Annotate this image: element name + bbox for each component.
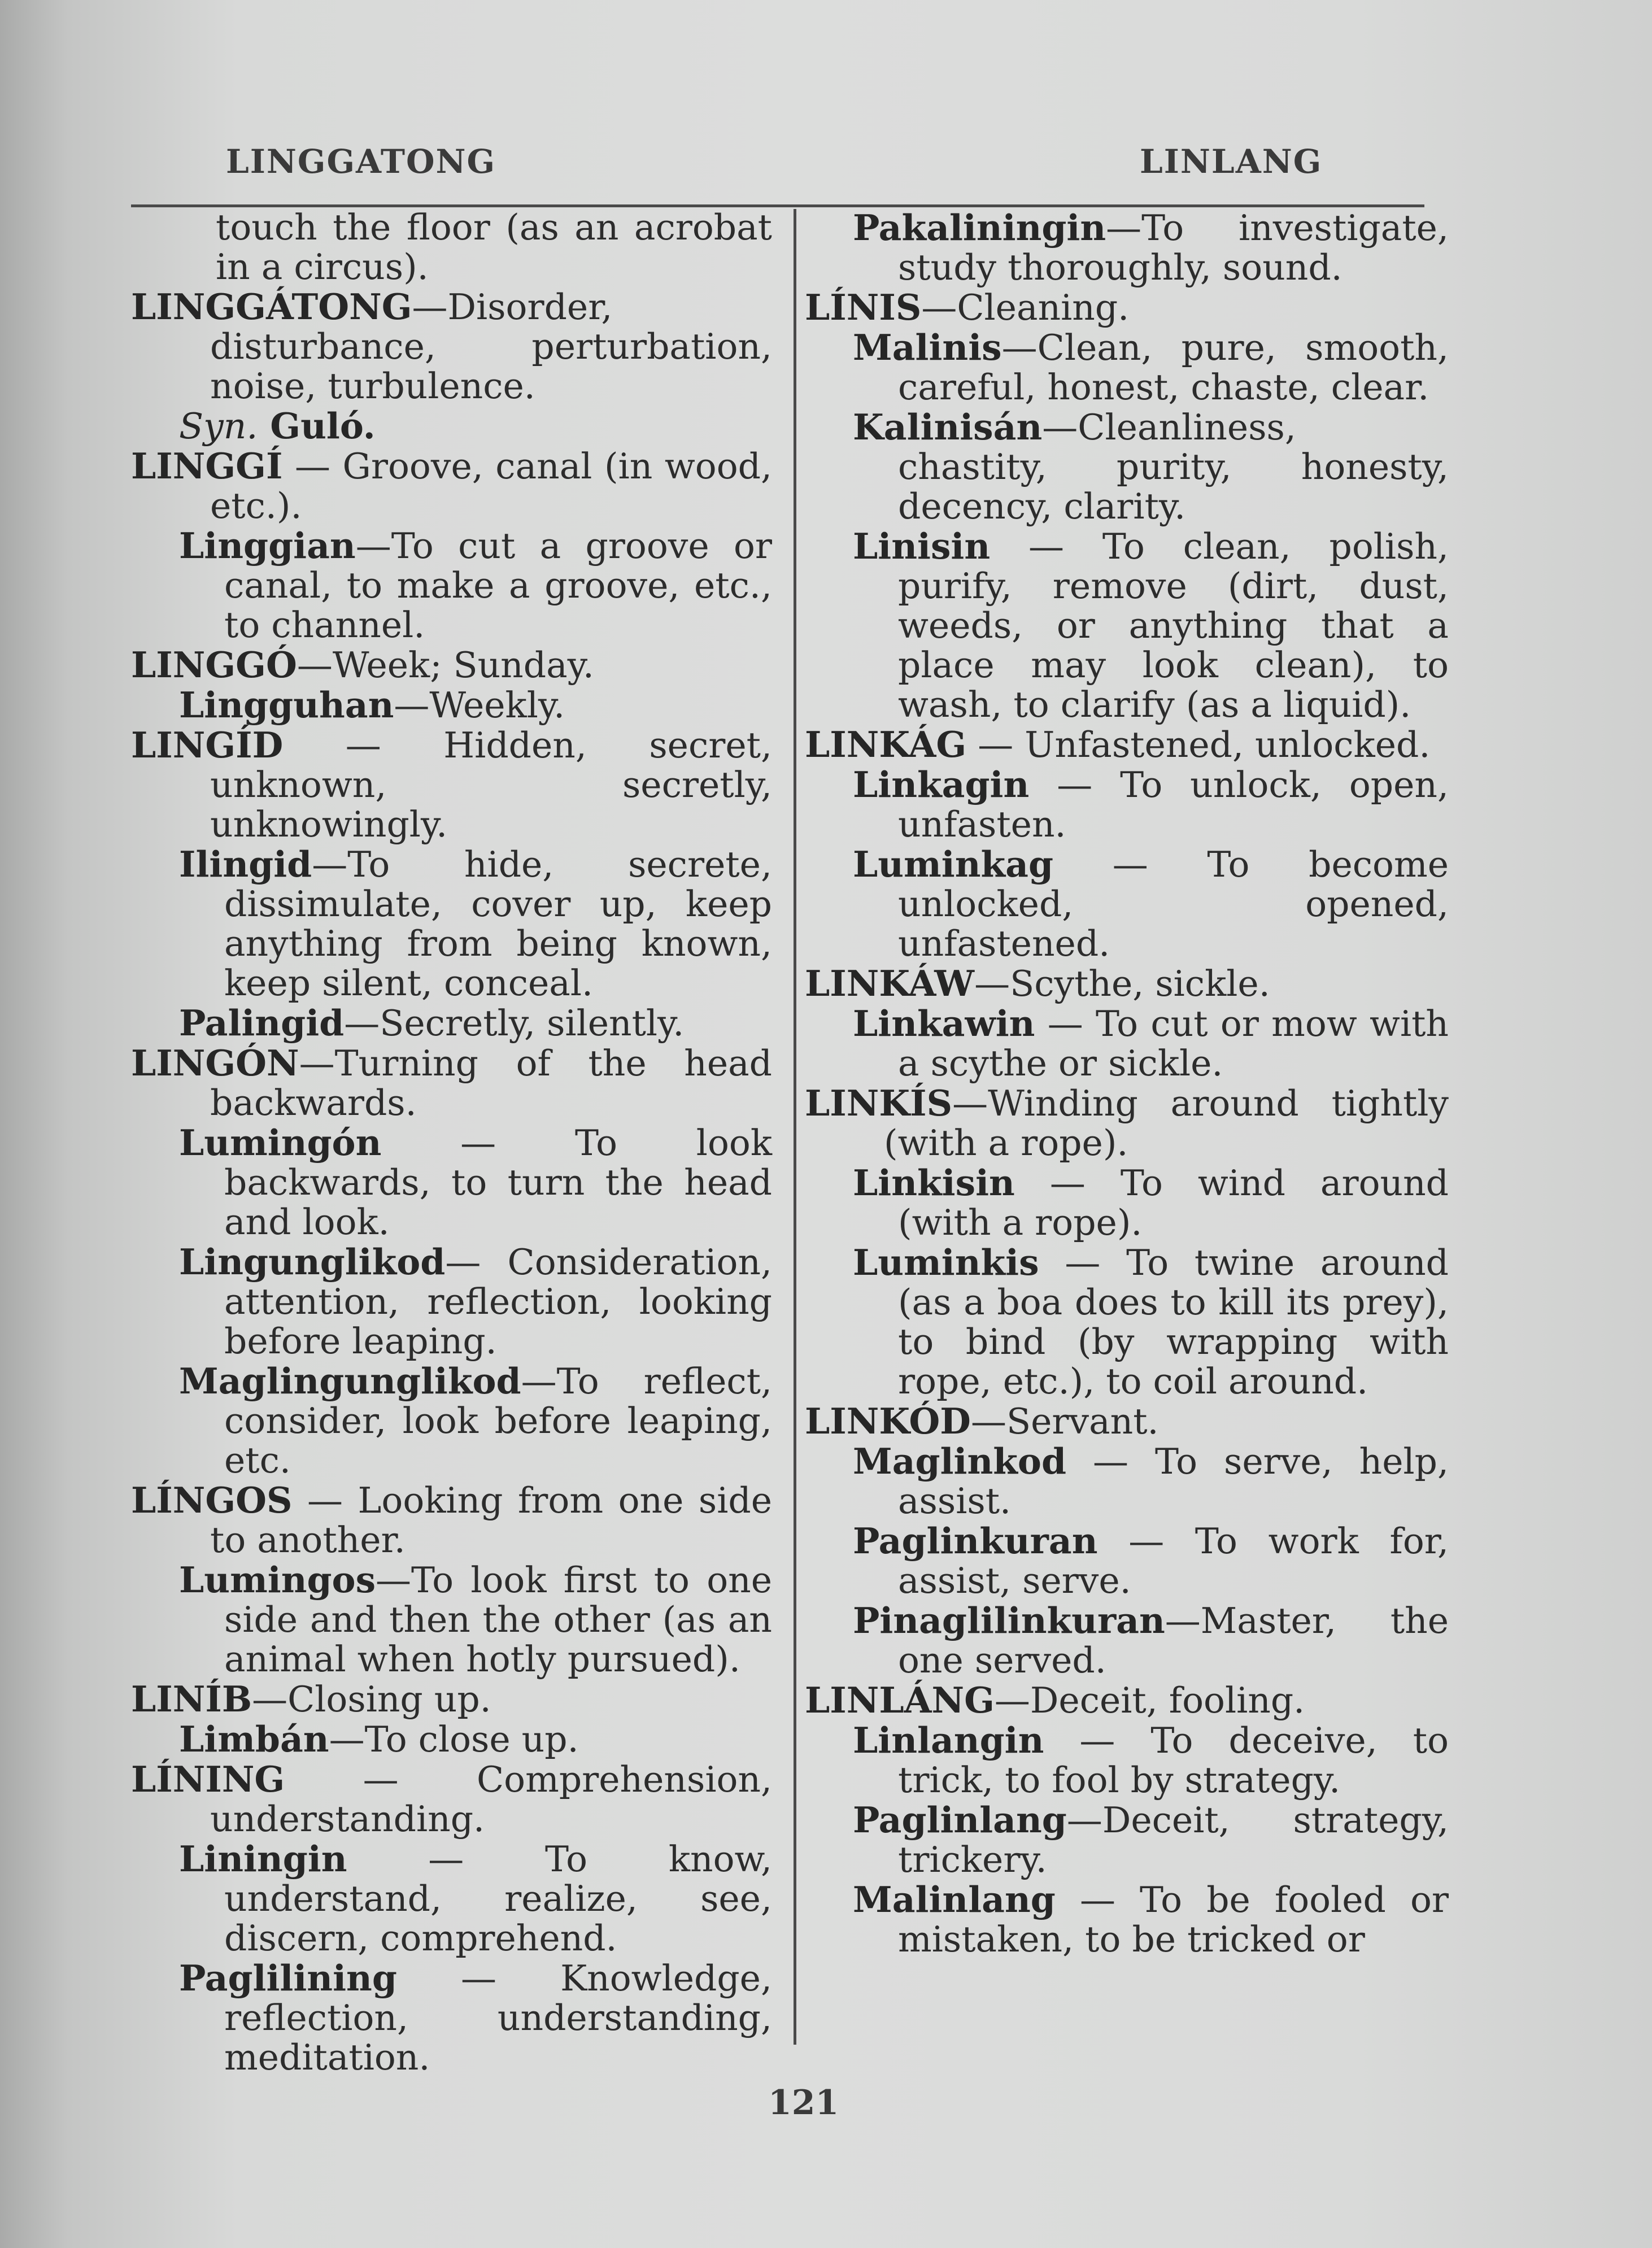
right-column [805, 208, 1449, 1959]
subentry-linggian: Linggian—To cut a groove or canal, to make a groove, etc., to channel. [179, 525, 772, 646]
subentry-paglinkuran: Paglinkuran — To work for, assist, serve. [853, 1520, 1449, 1601]
column-divider [794, 209, 796, 2045]
subentry-palingid: Palingid—Secretly, silently. [179, 1002, 685, 1044]
entry-continuation: touch the floor (as an acrobat in a circus). [216, 207, 772, 287]
entry-linkaw: LINKÁW—Scythe, sickle. [805, 962, 1270, 1004]
entry-lingon: LINGÓN—Turning of the head backwards. [131, 1042, 772, 1123]
subentry-ilingid: Ilingid—To hide, secrete, dissimulate, cover up, keep anything from being known, keep silent, conceal. [179, 843, 772, 1004]
subentry-lumingos: Lumingos—To look first to one side and then the other (as an animal when hotly pursued). [179, 1559, 772, 1680]
entry-linkis: LINKÍS—Winding around tightly (with a rope). [805, 1082, 1449, 1164]
entry-linggatong: LINGGÁTONG—Disorder, disturbance, perturbation, noise, turbulence. [131, 286, 772, 407]
subentry-linkisin: Linkisin — To wind around (with a rope). [853, 1162, 1449, 1243]
entry-linlang: LINLÁNG—Deceit, fooling. [805, 1679, 1305, 1721]
subentry-linkagin: Linkagin — To unlock, open, unfasten. [853, 764, 1449, 845]
entry-lining: LÍNING — Comprehension, understanding. [131, 1758, 772, 1840]
entry-linib: LINÍB—Closing up. [131, 1678, 491, 1720]
entry-linkod: LINKÓD—Servant. [805, 1400, 1159, 1442]
page-number: 121 [768, 2083, 839, 2123]
subentry-pakaliningin: Pakaliningin—To investigate, study thoroughly, sound. [853, 207, 1449, 288]
subentry-syn-gulo: Syn. Guló. [179, 405, 376, 447]
running-head-right: LINLANG [1140, 142, 1323, 181]
subentry-linisin: Linisin — To clean, polish, purify, remove (dirt, dust, weeds, or anything that a place may look clean), to wash, to clarify (as a liquid). [853, 525, 1449, 725]
subentry-lumingon: Lumingón — To look backwards, to turn the head and look. [179, 1122, 772, 1243]
subentry-maglingunglikod: Maglingunglikod—To reflect, consider, look before leaping, etc. [179, 1360, 772, 1481]
entry-lingid: LINGÍD — Hidden, secret, unknown, secretly, unknowingly. [131, 724, 772, 845]
entry-lingos: LÍNGOS — Looking from one side to another. [131, 1479, 772, 1561]
subentry-kalinisan: Kalinisán—Cleanliness, chastity, purity, honesty, decency, clarity. [853, 406, 1449, 527]
subentry-lingunglikod: Lingunglikod— Consideration, attention, reflection, looking before leaping. [179, 1241, 772, 1362]
subentry-lingguhan: Lingguhan—Weekly. [179, 684, 565, 726]
subentry-paglilining: Paglilining — Knowledge, reflection, understanding, meditation. [179, 1957, 772, 2078]
subentry-malinis: Malinis—Clean, pure, smooth, careful, honest, chaste, clear. [853, 326, 1449, 408]
subentry-maglinkod: Maglinkod — To serve, help, assist. [853, 1440, 1449, 1522]
entry-linis: LÍNIS—Cleaning. [805, 286, 1130, 328]
entry-linggi: LINGGÍ — Groove, canal (in wood, etc.). [131, 445, 772, 526]
subentry-paglinlang: Paglinlang—Deceit, strategy, trickery. [853, 1799, 1449, 1880]
subentry-limban: Limbán—To close up. [179, 1718, 579, 1760]
entry-linkag: LINKÁG — Unfastened, unlocked. [805, 724, 1431, 765]
subentry-luminkis: Luminkis — To twine around (as a boa does to kill its prey), to bind (by wrapping with rope, etc.), to coil around. [853, 1241, 1449, 1402]
subentry-luminkag: Luminkag — To become unlocked, opened, unfastened. [853, 843, 1449, 964]
subentry-linkawin: Linkawin — To cut or mow with a scythe or sickle. [853, 1003, 1449, 1084]
subentry-pinaglilinkuran: Pinaglilinkuran—Master, the one served. [853, 1600, 1449, 1681]
left-column [131, 208, 772, 2077]
running-head-left: LINGGATONG [226, 142, 496, 181]
subentry-liningin: Liningin — To know, understand, realize, see, discern, comprehend. [179, 1838, 772, 1959]
subentry-linlangin: Linlangin — To deceive, to trick, to fool by strategy. [853, 1719, 1449, 1801]
entry-linggo: LINGGÓ—Week; Sunday. [131, 644, 594, 686]
subentry-malinlang: Malinlang — To be fooled or mistaken, to be tricked or [853, 1879, 1449, 1960]
